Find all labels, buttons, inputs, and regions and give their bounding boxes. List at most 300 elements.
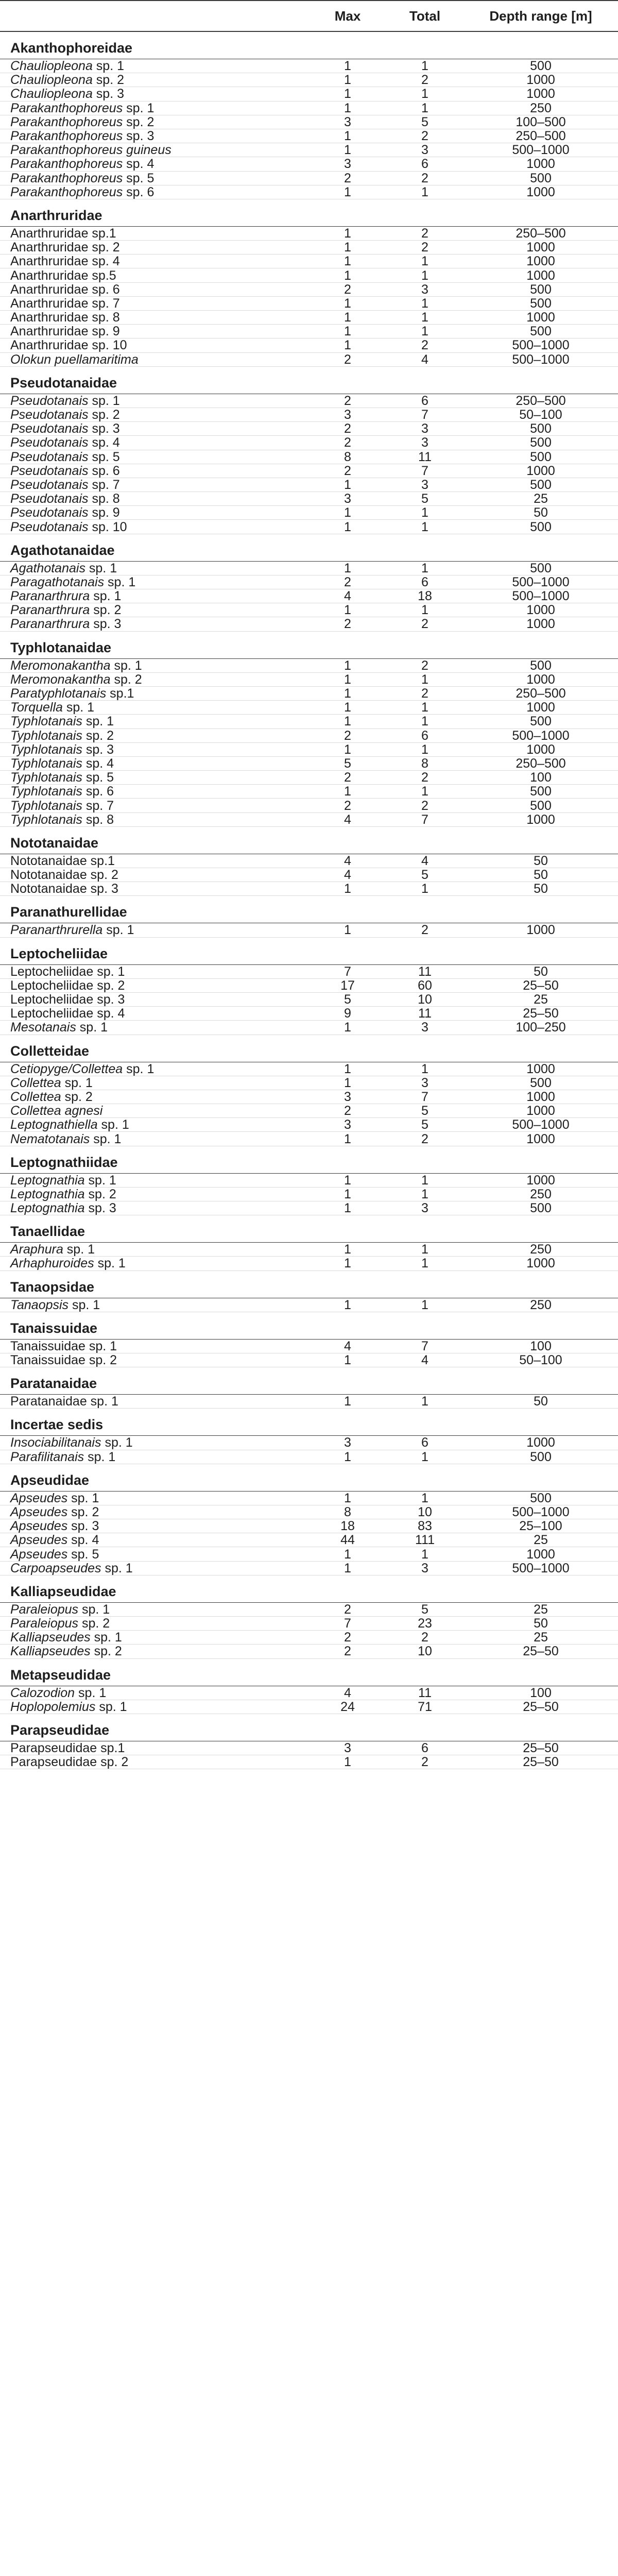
total-count: 1: [386, 701, 464, 715]
total-count: 5: [386, 1104, 464, 1118]
max-count: 3: [309, 157, 386, 171]
genus-name: Leptognathia: [10, 1173, 85, 1188]
table-row: [0, 799, 618, 812]
table-row: [0, 1395, 618, 1409]
table-row: [0, 506, 618, 520]
table-row: [0, 408, 618, 421]
genus-name: Collettea: [10, 1075, 61, 1090]
species-name: [0, 1602, 309, 1616]
species-name: [0, 408, 309, 421]
table-row: [0, 226, 618, 240]
depth-range: 25–50: [464, 1700, 618, 1714]
depth-range: 500: [464, 450, 618, 464]
species-name: [0, 1353, 309, 1367]
table-row: [0, 854, 618, 868]
genus-name: Pseudotanais: [10, 421, 89, 436]
table-row: [0, 1686, 618, 1700]
total-count: 11: [386, 964, 464, 978]
max-count: 1: [309, 1755, 386, 1769]
depth-range: 25–50: [464, 1645, 618, 1658]
max-count: 1: [309, 1062, 386, 1076]
depth-range: 500: [464, 658, 618, 672]
species-suffix: sp. 3: [92, 87, 125, 101]
depth-range: 250: [464, 1298, 618, 1312]
genus-name: Parakanthophoreus: [10, 114, 123, 129]
genus-name: Parakanthophoreus: [10, 100, 123, 115]
genus-name: Paranarthrurella: [10, 923, 103, 938]
species-suffix: sp. 1: [94, 1256, 126, 1271]
genus-name: Typhlotanais: [10, 714, 82, 729]
species-name: [0, 575, 309, 589]
max-count: 9: [309, 1007, 386, 1021]
depth-range: 1000: [464, 255, 618, 268]
family-header-row: [0, 1409, 618, 1436]
species-suffix: sp. 1: [90, 1131, 122, 1146]
species-name: [0, 1755, 309, 1769]
species-name: [0, 1118, 309, 1132]
genus-name: Meromonakantha: [10, 658, 111, 673]
table-row: [0, 1547, 618, 1561]
table-header-row: [0, 1, 618, 31]
table-row: [0, 185, 618, 199]
species-name: [0, 1173, 309, 1187]
depth-range: 1000: [464, 923, 618, 937]
table-row: [0, 129, 618, 143]
table-row: [0, 1353, 618, 1367]
species-suffix: sp. 7: [88, 477, 120, 492]
max-count: 17: [309, 978, 386, 992]
species-suffix: sp. 1: [90, 1630, 122, 1645]
depth-range: 50–100: [464, 408, 618, 421]
table-row: [0, 492, 618, 506]
max-count: 1: [309, 311, 386, 325]
genus-name: Nematotanais: [10, 1131, 90, 1146]
species-name: [0, 478, 309, 492]
depth-range: 500: [464, 785, 618, 799]
species-suffix: sp. 1: [104, 574, 136, 589]
family-header-row: [0, 631, 618, 658]
max-count: 2: [309, 171, 386, 185]
total-count: 3: [386, 143, 464, 157]
genus-name: Paratyphlotanais: [10, 686, 107, 701]
max-count: 3: [309, 1118, 386, 1132]
depth-range: 500: [464, 799, 618, 812]
max-count: 1: [309, 1076, 386, 1090]
depth-range: 500: [464, 282, 618, 296]
max-count: 1: [309, 701, 386, 715]
total-count: 83: [386, 1519, 464, 1533]
table-row: [0, 338, 618, 352]
depth-range: 500: [464, 715, 618, 728]
depth-range: 500–1000: [464, 352, 618, 366]
table-row: [0, 436, 618, 450]
depth-range: 500: [464, 171, 618, 185]
total-count: 1: [386, 1298, 464, 1312]
species-name: [0, 422, 309, 436]
species-name: [0, 1257, 309, 1270]
species-name: [0, 241, 309, 255]
table-row: [0, 1090, 618, 1104]
depth-range: 1000: [464, 87, 618, 101]
species-suffix: sp. 3: [84, 1201, 116, 1216]
genus-name: Typhlotanais: [10, 756, 82, 771]
total-count: 1: [386, 87, 464, 101]
species-name: [0, 1561, 309, 1575]
depth-range: 50: [464, 1617, 618, 1631]
depth-range: 500–1000: [464, 728, 618, 742]
species-suffix: Parapseudidae sp.1: [10, 1741, 125, 1756]
max-count: 2: [309, 1645, 386, 1658]
species-suffix: sp. 2: [92, 73, 125, 88]
max-count: 44: [309, 1533, 386, 1547]
depth-range: 1000: [464, 1257, 618, 1270]
table-row: [0, 241, 618, 255]
total-count: 1: [386, 672, 464, 686]
genus-name: Chauliopleona: [10, 73, 93, 88]
table-row: [0, 1104, 618, 1118]
total-count: 1: [386, 1547, 464, 1561]
species-suffix: Parapseudidae sp. 2: [10, 1755, 129, 1770]
genus-name: Chauliopleona: [10, 87, 93, 101]
species-suffix: sp. 3: [88, 421, 120, 436]
depth-range: 1000: [464, 1547, 618, 1561]
species-name: [0, 617, 309, 631]
table-row: [0, 978, 618, 992]
species-name: [0, 1533, 309, 1547]
total-count: 4: [386, 1353, 464, 1367]
species-name: [0, 978, 309, 992]
total-count: 3: [386, 1076, 464, 1090]
max-count: 2: [309, 436, 386, 450]
table-row: [0, 1561, 618, 1575]
total-count: 6: [386, 1436, 464, 1450]
total-count: 6: [386, 1741, 464, 1755]
table-row: [0, 715, 618, 728]
total-count: 2: [386, 241, 464, 255]
max-count: 2: [309, 1631, 386, 1645]
species-name: [0, 352, 309, 366]
total-count: 6: [386, 575, 464, 589]
species-name: [0, 785, 309, 799]
genus-name: Parakanthophoreus guineus: [10, 143, 171, 158]
max-count: 2: [309, 799, 386, 812]
max-count: 2: [309, 422, 386, 436]
family-name: Parapseudidae: [0, 1714, 618, 1741]
max-count: 3: [309, 115, 386, 129]
table-row: [0, 701, 618, 715]
genus-name: Typhlotanais: [10, 770, 82, 785]
depth-range: 25–50: [464, 1755, 618, 1769]
table-row: [0, 450, 618, 464]
total-count: 2: [386, 799, 464, 812]
species-name: [0, 492, 309, 506]
table-row: [0, 868, 618, 882]
depth-range: 50: [464, 882, 618, 896]
max-count: 4: [309, 868, 386, 882]
table-row: [0, 143, 618, 157]
max-count: 1: [309, 1561, 386, 1575]
depth-range: 25: [464, 492, 618, 506]
genus-name: Pseudotanais: [10, 505, 89, 520]
species-suffix: Anarthruridae sp. 10: [10, 338, 127, 353]
species-name: [0, 882, 309, 896]
max-count: 1: [309, 1173, 386, 1187]
depth-range: 500: [464, 561, 618, 575]
species-name: [0, 923, 309, 937]
genus-name: Pseudotanais: [10, 492, 89, 506]
species-name: [0, 854, 309, 868]
max-count: 1: [309, 241, 386, 255]
table-row: [0, 394, 618, 408]
family-header-row: [0, 896, 618, 923]
species-name: [0, 171, 309, 185]
species-suffix: sp. 6: [82, 784, 114, 799]
table-row: [0, 255, 618, 268]
max-count: 4: [309, 589, 386, 603]
total-count: 1: [386, 185, 464, 199]
table-row: [0, 603, 618, 617]
species-name: [0, 226, 309, 240]
species-suffix: Tanaissuidae sp. 2: [10, 1353, 117, 1368]
family-name: Typhlotanaidae: [0, 631, 618, 658]
max-count: 1: [309, 715, 386, 728]
depth-range: 50: [464, 868, 618, 882]
total-count: 71: [386, 1700, 464, 1714]
species-name: [0, 658, 309, 672]
max-count: 3: [309, 1436, 386, 1450]
genus-name: Araphura: [10, 1242, 63, 1257]
species-name: [0, 296, 309, 310]
max-count: 2: [309, 464, 386, 478]
genus-name: Paranarthrura: [10, 589, 90, 604]
table-row: [0, 1173, 618, 1187]
genus-name: Typhlotanais: [10, 812, 82, 827]
family-name: Colletteidae: [0, 1035, 618, 1062]
total-count: 18: [386, 589, 464, 603]
table-row: [0, 686, 618, 700]
total-count: 2: [386, 73, 464, 87]
species-suffix: sp. 1: [123, 100, 154, 115]
depth-range: 50: [464, 506, 618, 520]
genus-name: Pseudotanais: [10, 393, 89, 408]
species-name: [0, 1076, 309, 1090]
table-row: [0, 1617, 618, 1631]
species-suffix: sp. 2: [90, 603, 122, 618]
max-count: 3: [309, 1090, 386, 1104]
table-row: [0, 1491, 618, 1505]
family-name: Tanaopsidae: [0, 1270, 618, 1298]
max-count: 1: [309, 255, 386, 268]
total-count: 10: [386, 1645, 464, 1658]
max-count: 1: [309, 73, 386, 87]
depth-range: 1000: [464, 742, 618, 756]
genus-name: Collettea: [10, 1089, 61, 1104]
genus-name: Cetiopyge/Collettea: [10, 1061, 123, 1076]
species-name: [0, 325, 309, 338]
species-name: [0, 589, 309, 603]
max-count: 2: [309, 352, 386, 366]
total-count: 5: [386, 868, 464, 882]
depth-range: 500: [464, 1491, 618, 1505]
species-suffix: sp. 4: [67, 1533, 99, 1548]
depth-range: 1000: [464, 241, 618, 255]
depth-range: 50: [464, 1395, 618, 1409]
total-count: 4: [386, 854, 464, 868]
species-suffix: sp. 1: [63, 1242, 95, 1257]
species-suffix: sp. 1: [67, 1490, 99, 1505]
depth-range: 50–100: [464, 1353, 618, 1367]
species-suffix: sp. 6: [123, 184, 154, 199]
max-count: 1: [309, 1132, 386, 1146]
species-name: [0, 59, 309, 73]
depth-range: 1000: [464, 185, 618, 199]
depth-range: 100–500: [464, 115, 618, 129]
total-count: 2: [386, 617, 464, 631]
total-count: 1: [386, 742, 464, 756]
species-name: [0, 185, 309, 199]
depth-range: 500–1000: [464, 589, 618, 603]
header-depth: Depth range [m]: [464, 1, 618, 31]
family-name: Leptognathiidae: [0, 1146, 618, 1173]
max-count: 1: [309, 296, 386, 310]
table-row: [0, 1007, 618, 1021]
species-name: [0, 1298, 309, 1312]
depth-range: 1000: [464, 1173, 618, 1187]
family-header-row: [0, 1146, 618, 1173]
species-suffix: sp. 1: [61, 1075, 93, 1090]
depth-range: 1000: [464, 701, 618, 715]
total-count: 11: [386, 450, 464, 464]
total-count: 1: [386, 311, 464, 325]
max-count: 2: [309, 575, 386, 589]
max-count: 1: [309, 742, 386, 756]
species-suffix: Anarthruridae sp.5: [10, 268, 116, 283]
genus-name: Apseudes: [10, 1547, 68, 1562]
max-count: 1: [309, 101, 386, 115]
species-name: [0, 561, 309, 575]
genus-name: Apseudes: [10, 1490, 68, 1505]
depth-range: 50: [464, 854, 618, 868]
family-name: Tanaissuidae: [0, 1312, 618, 1339]
species-suffix: sp. 2: [82, 728, 114, 743]
species-suffix: Anarthruridae sp. 6: [10, 282, 120, 297]
table-row: [0, 352, 618, 366]
max-count: 1: [309, 1187, 386, 1201]
species-name: [0, 992, 309, 1006]
family-header-row: [0, 1658, 618, 1686]
table-row: [0, 73, 618, 87]
max-count: 2: [309, 394, 386, 408]
header-max: Max: [309, 1, 386, 31]
table-row: [0, 1118, 618, 1132]
depth-range: 250: [464, 101, 618, 115]
species-name: [0, 812, 309, 826]
genus-name: Tanaopsis: [10, 1297, 69, 1312]
species-suffix: sp. 5: [88, 449, 120, 464]
species-name: [0, 1547, 309, 1561]
genus-name: Parakanthophoreus: [10, 171, 123, 185]
species-suffix: sp. 1: [123, 1061, 154, 1076]
species-name: [0, 338, 309, 352]
family-name: Metapseudidae: [0, 1658, 618, 1686]
table-row: [0, 617, 618, 631]
depth-range: 1000: [464, 464, 618, 478]
depth-range: 25: [464, 1631, 618, 1645]
total-count: 7: [386, 408, 464, 421]
max-count: 1: [309, 1491, 386, 1505]
total-count: 60: [386, 978, 464, 992]
species-name: [0, 1505, 309, 1519]
depth-range: 1000: [464, 603, 618, 617]
genus-name: Olokun puellamaritima: [10, 352, 139, 367]
species-suffix: sp. 1: [90, 589, 122, 604]
max-count: 1: [309, 478, 386, 492]
species-name: [0, 157, 309, 171]
max-count: 24: [309, 1700, 386, 1714]
depth-range: 500: [464, 520, 618, 534]
max-count: 1: [309, 603, 386, 617]
total-count: 1: [386, 785, 464, 799]
max-count: 7: [309, 1617, 386, 1631]
table-row: [0, 464, 618, 478]
species-name: [0, 73, 309, 87]
depth-range: 100: [464, 1339, 618, 1353]
table-row: [0, 1201, 618, 1215]
table-row: [0, 1298, 618, 1312]
max-count: 1: [309, 338, 386, 352]
total-count: 10: [386, 992, 464, 1006]
depth-range: 100: [464, 1686, 618, 1700]
total-count: 2: [386, 686, 464, 700]
species-name: [0, 1007, 309, 1021]
genus-name: Kalliapseudes: [10, 1630, 91, 1645]
max-count: 2: [309, 1104, 386, 1118]
depth-range: 25–50: [464, 1741, 618, 1755]
species-suffix: sp. 2: [84, 1187, 116, 1201]
genus-name: Meromonakantha: [10, 672, 111, 687]
max-count: 1: [309, 1298, 386, 1312]
total-count: 3: [386, 478, 464, 492]
species-name: [0, 756, 309, 770]
table-row: [0, 1631, 618, 1645]
depth-range: 25–50: [464, 978, 618, 992]
genus-name: Calozodion: [10, 1685, 75, 1700]
table-row: [0, 422, 618, 436]
total-count: 1: [386, 882, 464, 896]
species-name: [0, 1450, 309, 1464]
table-row: [0, 1533, 618, 1547]
genus-name: Pseudotanais: [10, 477, 89, 492]
genus-name: Paraleiopus: [10, 1616, 79, 1631]
depth-range: 1000: [464, 157, 618, 171]
species-name: [0, 129, 309, 143]
family-name: Kalliapseudidae: [0, 1575, 618, 1602]
genus-name: Leptognathia: [10, 1201, 85, 1216]
genus-name: Pseudotanais: [10, 463, 89, 478]
max-count: 3: [309, 1741, 386, 1755]
genus-name: Pseudotanais: [10, 449, 89, 464]
species-suffix: sp. 3: [90, 617, 122, 632]
max-count: 1: [309, 59, 386, 73]
table-row: [0, 1755, 618, 1769]
depth-range: 500–1000: [464, 1118, 618, 1132]
species-suffix: sp. 1: [102, 923, 134, 938]
species-name: [0, 603, 309, 617]
family-name: Nototanaidae: [0, 826, 618, 854]
genus-name: Pseudotanais: [10, 435, 89, 450]
total-count: 5: [386, 1602, 464, 1616]
depth-range: 100–250: [464, 1021, 618, 1035]
